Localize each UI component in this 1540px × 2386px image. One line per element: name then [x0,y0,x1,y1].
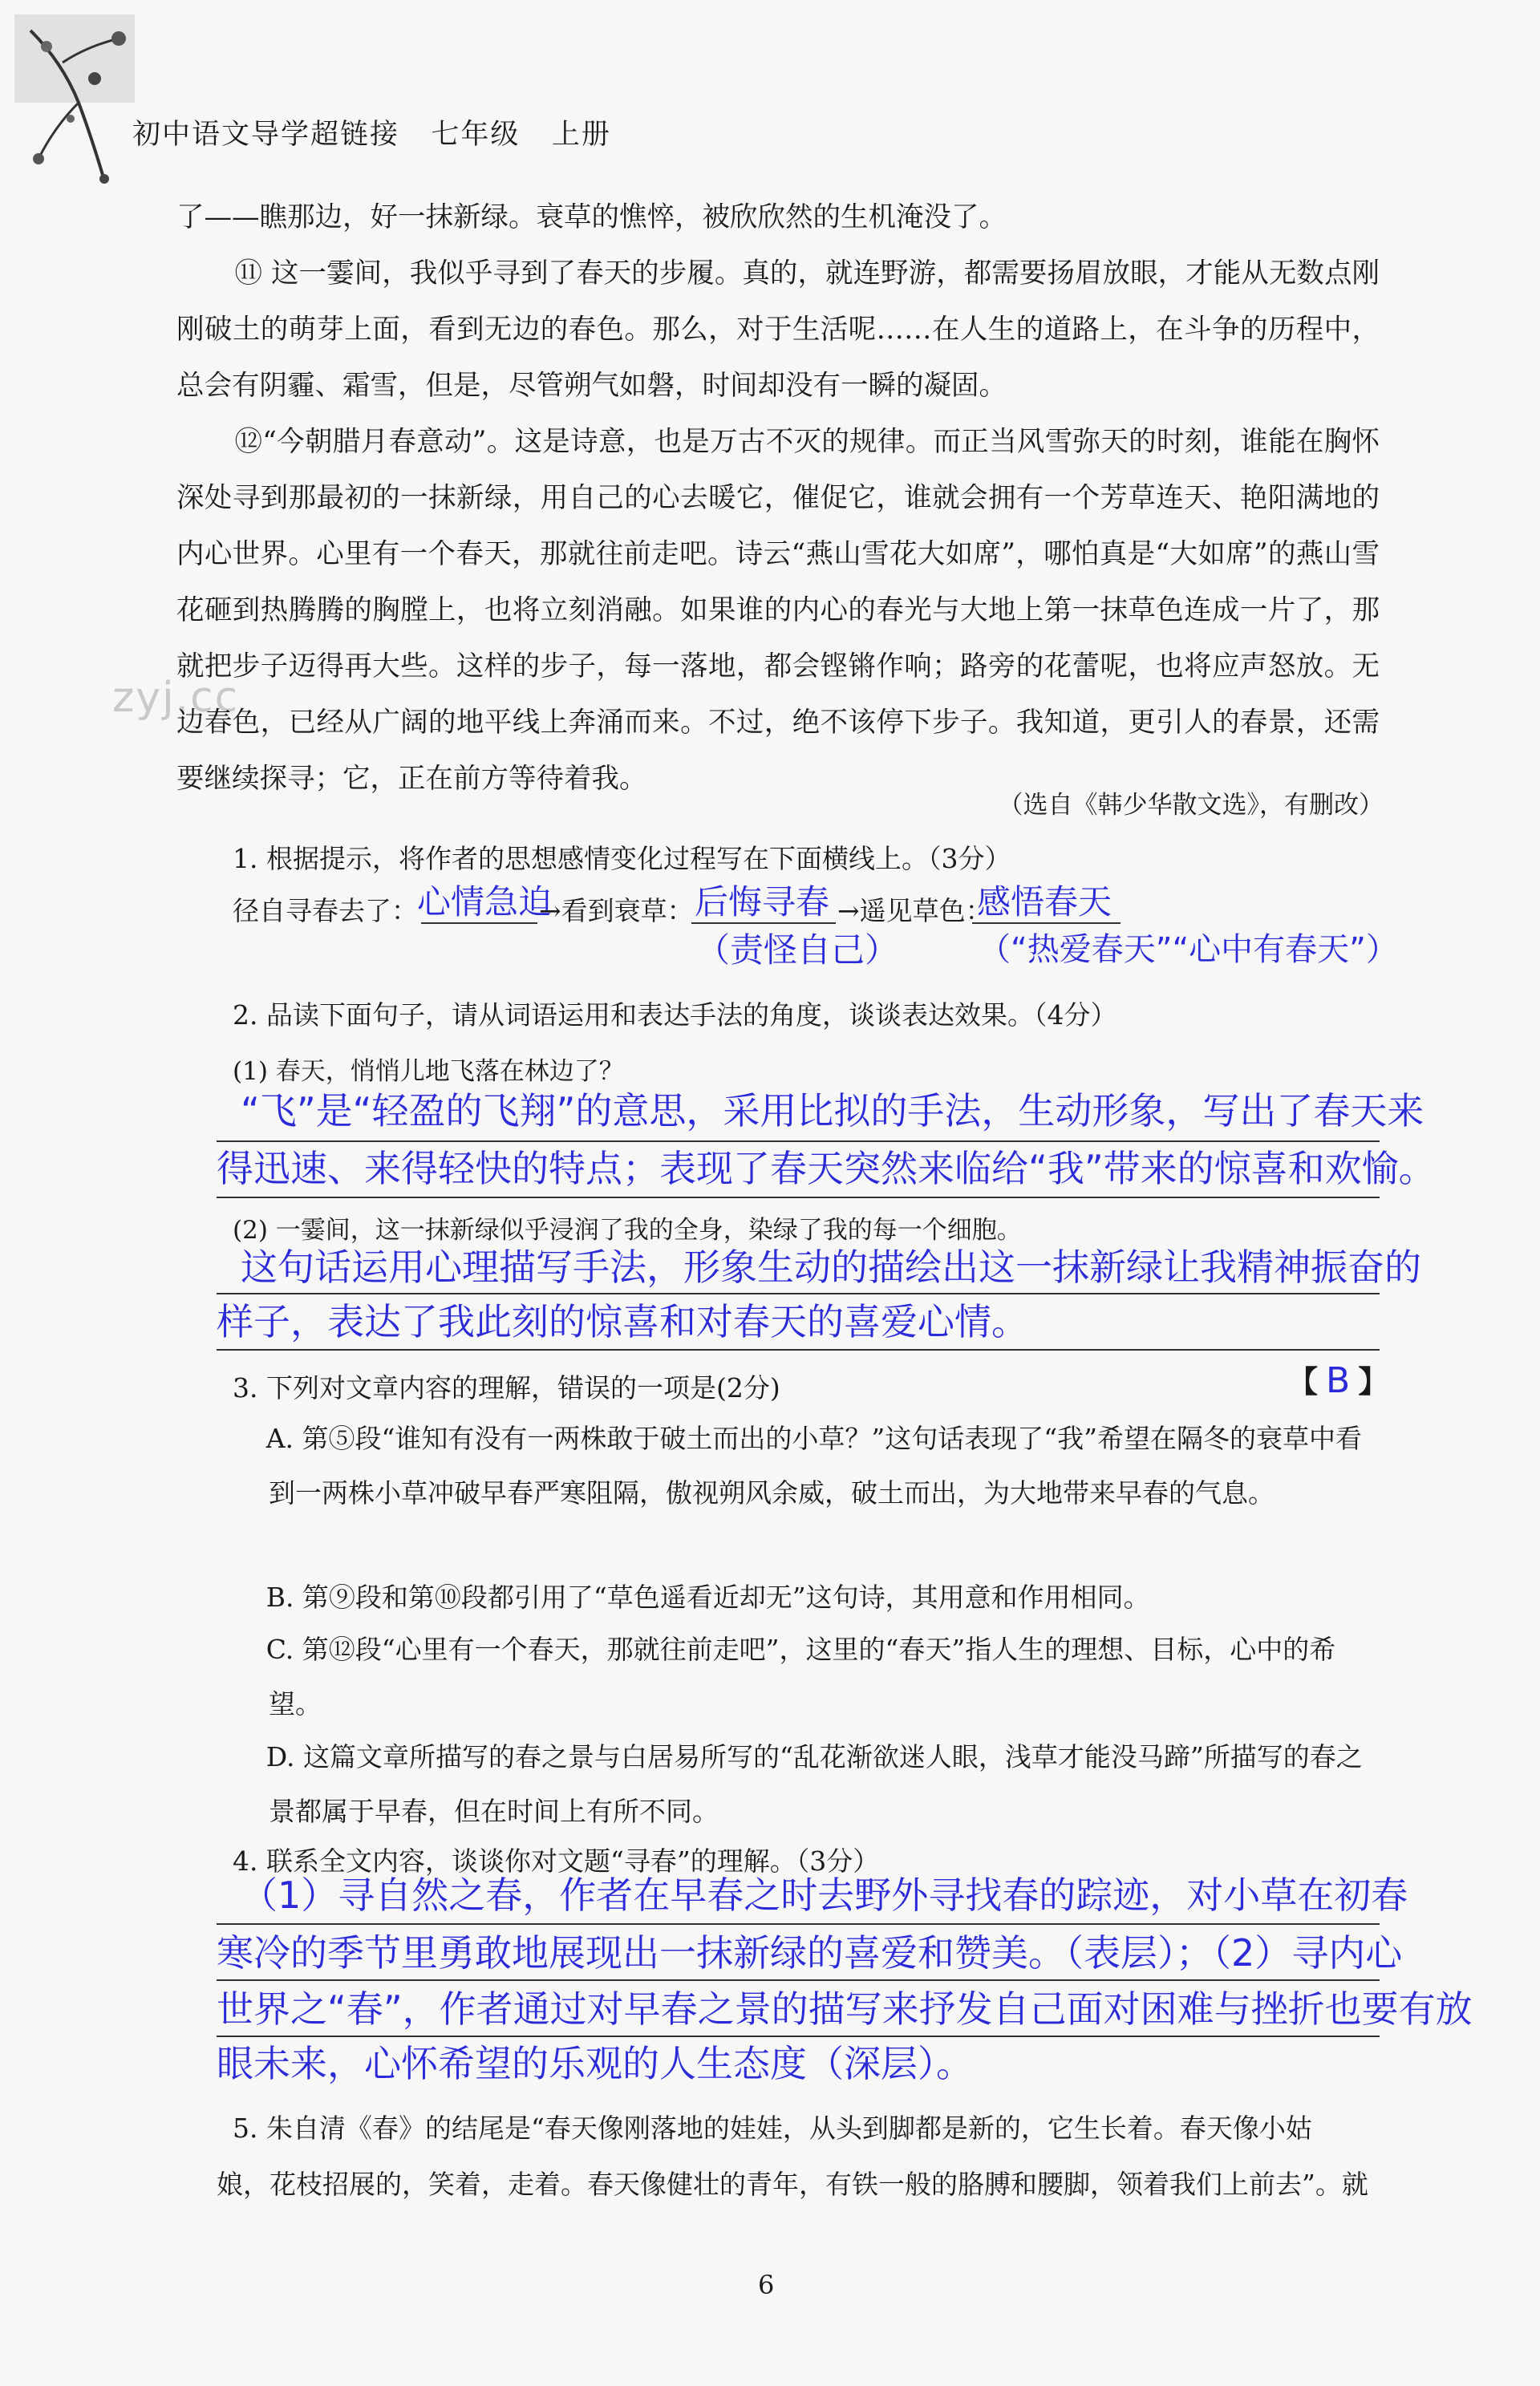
answer-rule [217,1197,1380,1198]
question-2-answer-1-line-2: 得迅速、来得轻快的特点；表现了春天突然来临给“我”带来的惊喜和欢愉。 [217,1147,1436,1190]
answer-rule [217,1349,1380,1351]
question-2-answer-2-line-1: 这句话运用心理描写手法，形象生动的描绘出这一抹新绿让我精神振奋的 [241,1246,1421,1289]
question-3-prompt: 3. 下列对文章内容的理解，错误的一项是(2分) [233,1372,780,1404]
question-4-answer-line-2: 寒冷的季节里勇敢地展现出一抹新绿的喜爱和赞美。（表层）；（2）寻内心 [217,1931,1403,1975]
question-4-answer-line-4: 眼未来，心怀希望的乐观的人生态度（深层）。 [217,2042,973,2085]
book-title: 初中语文导学超链接 [132,119,400,151]
book-grade: 七年级 [431,119,521,151]
question-1-arrow-2: →遥见草色： [837,895,992,926]
paragraph-11: ⑪ 这一霎间，我似乎寻到了春天的步履。真的，就连野游，都需要扬眉放眼，才能从无数点刚刚破土的萌芽上面，看到无边的春色。那么，对于生活呢……在人生的道路上，在斗争的历程中，总会有阴霾、霜雪，但是，尽管朔气如磐，时间却没有一瞬的凝固。 [176,257,1380,402]
bracket-close: 】 [1358,1363,1389,1400]
question-5-line-2: 娘，花枝招展的，笑着，走着。春天像健壮的青年，有铁一般的胳膊和腰脚，领着我们上前去”。就 [217,2169,1368,2200]
question-3-option-c: C. 第⑫段“心里有一个春天，那就往前走吧”，这里的“春天”指人生的理想、目标，心中的希望。 [265,1634,1336,1720]
question-1-answer-2-note: （责怪自己） [696,930,899,970]
question-4-answer-line-3: 世界之“春”，作者通过对早春之景的描写来抒发自己面对困难与挫折也要有放 [217,1987,1473,2031]
question-3-option-d: D. 这篇文章所描写的春之景与白居易所写的“乱花渐欲迷人眼，浅草才能没马蹄”所描写的春之景都属于早春，但在时间上有所不同。 [265,1741,1363,1827]
question-1-line-start: 径自寻春去了： [233,895,418,926]
source-citation: （选自《韩少华散文选》，有删改） [998,791,1384,820]
plum-blossom-branch-illustration [14,14,135,207]
question-3-option-a: A. 第⑤段“谁知有没有一两株敢于破土而出的小草？”这句话表现了“我”希望在隔冬的衰草中看到一两株小草冲破早春严寒阻隔，傲视朔风余威，破土而出，为大地带来早春的气息。 [265,1423,1362,1509]
watermark: zyj.cc [112,674,240,722]
question-4-answer-line-1: （1）寻自然之春，作者在早春之时去野外寻找春的踪迹，对小草在初春 [241,1874,1408,1917]
question-1-answer-3-note: （“热爱春天”“心中有春天”） [979,931,1398,968]
question-1-answer-3: 感悟春天 [977,882,1112,922]
question-2-sub-2: (2) 一霎间，这一抹新绿似乎浸润了我的全身，染绿了我的每一个细胞。 [233,1216,1022,1245]
question-1-answer-2: 后悔寻春 [695,882,830,922]
question-2-answer-1-line-1: “飞”是“轻盈的飞翔”的意思，采用比拟的手法，生动形象，写出了春天来 [241,1089,1424,1132]
question-1-prompt: 1. 根据提示，将作者的思想感情变化过程写在下面横线上。（3分） [233,843,1011,874]
page-header [132,112,611,152]
question-3-answer: B [1326,1360,1351,1401]
question-2-sub-1: (1) 春天，悄悄儿地飞落在林边了？ [233,1057,624,1086]
page-number: 6 [758,2270,775,2300]
question-3-option-b: B. 第⑨段和第⑩段都引用了“草色遥看近却无”这句诗，其用意和作用相同。 [265,1582,1150,1613]
paragraph-12: ⑫“今朝腊月春意动”。这是诗意，也是万古不灭的规律。而正当风雪弥天的时刻，谁能在胸怀深处寻到那最初的一抹新绿，用自己的心去暖它，催促它，谁就会拥有一个芳草连天、艳阳满地的内心世界。心里有一个春天，那就往前走吧。诗云“燕山雪花大如席”，哪怕真是“大如席”的燕山雪花砸到热腾腾的胸膛上，也将立刻消融。如果谁的内心的春光与大地上第一抹草色连成一片了，那就把步子迈得再大些。这样的步子，每一落地，都会铿锵作响；路旁的花蕾呢，也将应声怒放。无边春色，已经从广阔的地平线上奔涌而来。不过，绝不该停下步子。我知道，更引人的春景，还需要继续探寻；它，正在前方等待着我。 [176,426,1380,795]
question-1-arrow-1: →看到衰草： [539,895,694,926]
question-4-prompt: 4. 联系全文内容，谈谈你对文题“寻春”的理解。（3分） [233,1845,880,1877]
question-5-line-1: 5. 朱自清《春》的结尾是“春天像刚落地的娃娃，从头到脚都是新的，它生长着。春天像小姑 [233,2113,1312,2144]
question-1-answer-1: 心情急迫 [417,882,553,922]
bracket-open: 【 [1287,1363,1319,1400]
book-volume: 上册 [551,119,611,151]
question-2-prompt: 2. 品读下面句子，请从词语运用和表达手法的角度，谈谈表达效果。（4分） [233,999,1117,1031]
question-2-answer-2-line-2: 样子，表达了我此刻的惊喜和对春天的喜爱心情。 [217,1300,1028,1343]
paragraph-continuation: 了——瞧那边，好一抹新绿。衰草的憔悴，被欣欣然的生机淹没了。 [176,201,1007,233]
answer-bracket [1287,1357,1388,1401]
